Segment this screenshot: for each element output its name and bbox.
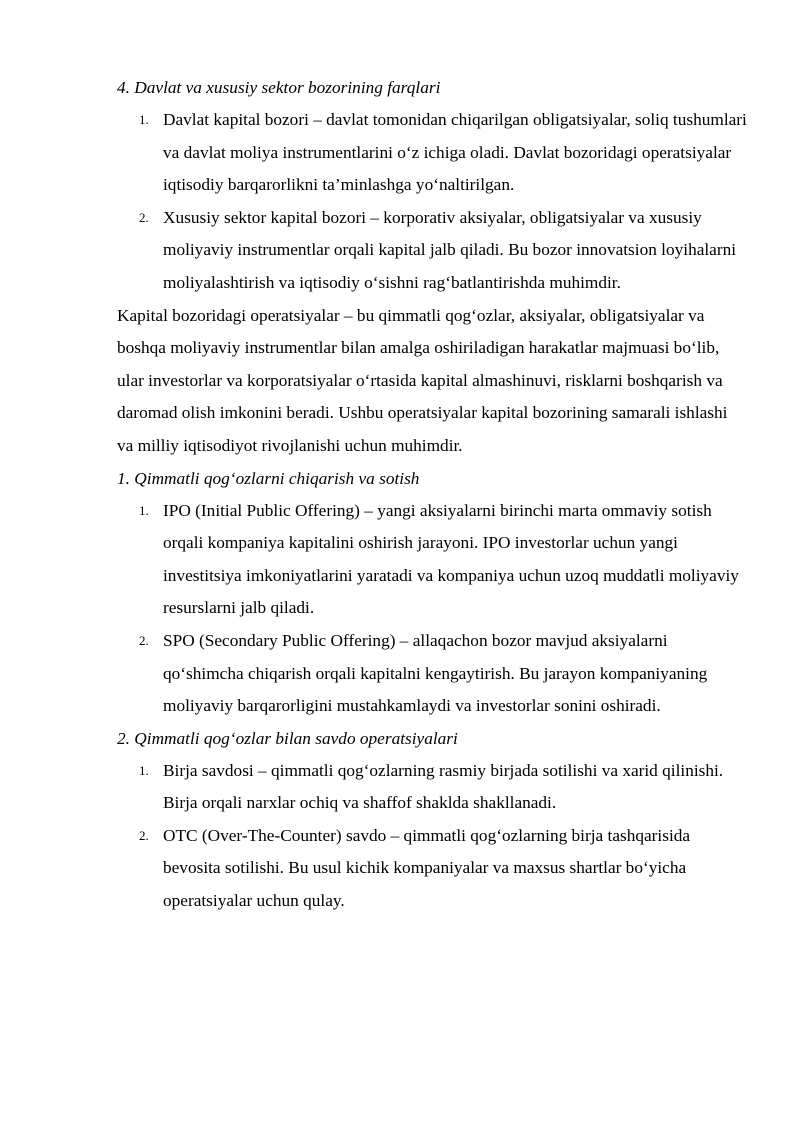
numbered-list [117, 104, 747, 300]
list-item-text: OTC (Over-The-Counter) savdo – qimmatli qog‘ozlarning birja tashqarisida bevosita sotilishi. Bu usul kichik kompaniyalar va maxsus shartlar bo‘yicha operatsiyalar uchun qulay. [163, 825, 691, 911]
list-number: 2. [139, 827, 149, 843]
list-number: 1. [139, 112, 149, 127]
document-page [117, 72, 747, 918]
list-item [117, 820, 747, 918]
list-item [117, 625, 747, 723]
list-item-text: IPO (Initial Public Offering) – yangi aksiyalarni birinchi marta ommaviy sotish orqali kompaniya kapitalini oshirish jarayoni. IPO investorlar uchun yangi investitsiya imkoniyatlarini yaratadi va kompaniya uchun uzoq muddatli moliyaviy resurslarni jalb qiladi. [163, 500, 739, 618]
intro-paragraph: Kapital bozoridagi operatsiyalar – bu qimmatli qog‘ozlar, aksiyalar, obligatsiyalar va boshqa moliyaviy instrumentlar bilan amalga oshiriladigan harakatlar majmuasi bo‘lib, ular investorlar va korporatsiyalar o‘rtasida kapital almashinuvi, risklarni boshqarish va daromad olish imkonini beradi. Ushbu operatsiyalar kapital bozorining samarali ishlashi va milliy iqtisodiyot rivojlanishi uchun muhimdir. [117, 305, 728, 455]
list-number: 2. [139, 209, 149, 225]
list-number: 2. [139, 632, 149, 648]
list-item [117, 495, 747, 625]
list-item-text: SPO (Secondary Public Offering) – allaqachon bozor mavjud aksiyalarni qo‘shimcha chiqarish orqali kapitalni kengaytirish. Bu jarayon kompaniyaning moliyaviy barqarorligini mustahkamlaydi va investorlar sonini oshiradi. [163, 630, 708, 716]
list-item [117, 104, 747, 202]
section-heading-4: 4. Davlat va xususiy sektor bozorining farqlari [117, 78, 441, 97]
list-number: 1. [139, 502, 149, 518]
numbered-list [117, 755, 747, 918]
section-heading-1: 1. Qimmatli qog‘ozlarni chiqarish va sotish [117, 468, 420, 488]
list-item-text: Xususiy sektor kapital bozori – korporativ aksiyalar, obligatsiyalar va xususiy moliyaviy instrumentlar orqali kapital jalb qiladi. Bu bozor innovatsion loyihalarni moliyalashtirish va iqtisodiy o‘sishni rag‘batlantirishda muhimdir. [163, 207, 737, 292]
list-item-text: Birja savdosi – qimmatli qog‘ozlarning rasmiy birjada sotilishi va xarid qilinishi. Birja orqali narxlar ochiq va shaffof shaklda shakllanadi. [163, 760, 724, 813]
list-item-text: Davlat kapital bozori – davlat tomonidan chiqarilgan obligatsiyalar, soliq tushumlari va davlat moliya instrumentlarini o‘z ichiga oladi. Davlat bozoridagi operatsiyalar iqtisodiy barqarorlikni ta’minlashga yo‘naltirilgan. [163, 110, 747, 195]
numbered-list [117, 495, 747, 723]
list-item [117, 755, 747, 820]
list-number: 1. [139, 762, 149, 778]
list-item [117, 202, 747, 300]
section-heading-2: 2. Qimmatli qog‘ozlar bilan savdo operatsiyalari [117, 728, 458, 748]
